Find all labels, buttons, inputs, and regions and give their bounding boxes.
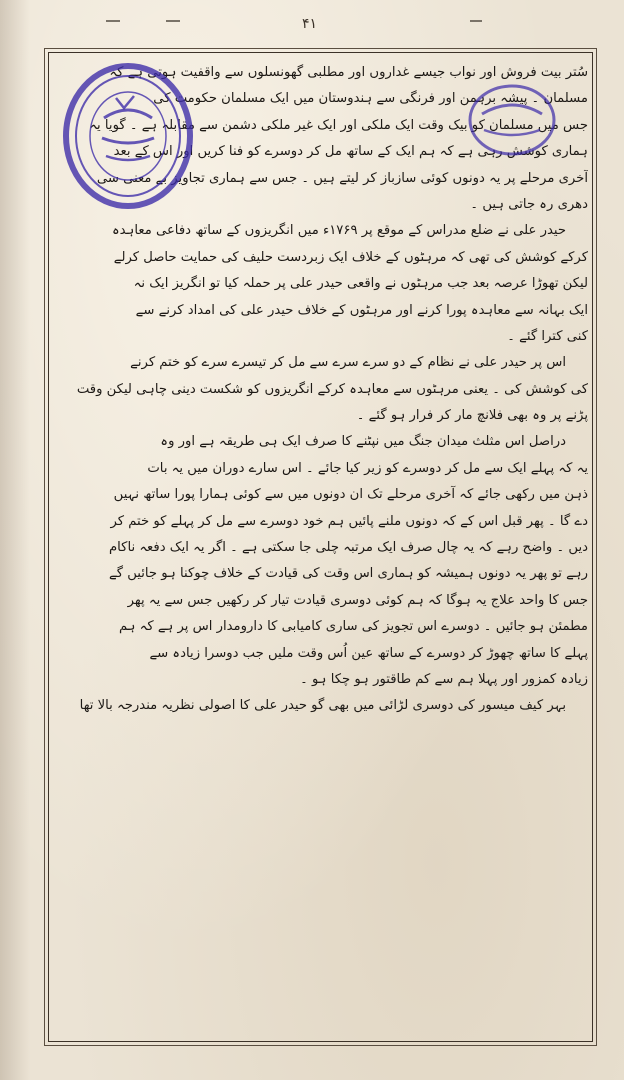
text-line: لیکن تھوڑا عرصہ بعد جب مرہٹوں نے واقعی حیدر علی پر حملہ کیا تو انگریز ایک نہ — [133, 276, 588, 292]
text-line: دراصل اس مثلث میدان جنگ میں نپٹنے کا صرف ایک ہی طریقہ ہے اور وہ — [160, 434, 566, 450]
library-seal-stamp-icon — [46, 38, 196, 218]
paragraph — [58, 350, 588, 429]
text-line: ایک بہانہ سے معاہدہ پورا کرنے اور مرہٹوں کے خلاف حیدر علی کی امداد کرنے سے — [135, 302, 588, 318]
paragraph — [58, 218, 588, 350]
text-line: کرکے کوشش کی تھی کہ مرہٹوں کے خلاف ایک زبردست حلیف کی حمایت حاصل کرلے — [113, 249, 588, 265]
text-line: پہلے کا ساتھ چھوڑ کر دوسرے کے ساتھ عین اُس وقت ملیں جب دوسرا زیادہ سے — [149, 645, 588, 661]
text-line: آخری مرحلے پر یہ دونوں کوئی سازباز کر لیتے ہیں ۔ جس سے ہماری تجاویز بے معنی سی — [96, 170, 588, 186]
text-line: دے گا ۔ پھر قبل اس کے کہ دونوں ملنے پائیں ہم خود دوسرے سے مل کر پہلے کو ختم کر — [110, 513, 588, 529]
paragraph — [58, 429, 588, 693]
text-line: ہماری کوشش رہی ہے کہ ہم ایک کے ساتھ مل کر دوسرے کو فنا کریں اور اس کے بعد — [113, 144, 588, 160]
text-line: حیدر علی نے ضلع مدراس کے موقع پر ۱۷۶۹ء میں انگریزوں کے ساتھ دفاعی معاہدہ — [111, 223, 566, 239]
page-header — [0, 14, 624, 34]
text-line: مسلمان ۔ پیشہ برہمن اور فرنگی سے ہندوستان میں ایک مسلمان حکومت کی — [153, 91, 588, 107]
text-line: جس میں مسلمان کو بیک وقت ایک ملکی اور ایک غیر ملکی دشمن سے مقابلہ ہے ۔ گویا یہ — [89, 117, 588, 133]
text-line: کی کوشش کی ۔ یعنی مرہٹوں سے معاہدہ کرکے انگریزوں کو شکست دینی چاہی لیکن وقت — [76, 381, 588, 397]
text-line: بہر کیف میسور کی دوسری لڑائی میں بھی گو حیدر علی کا اصولی نظریہ مندرجہ بالا تھا — [79, 698, 566, 714]
text-line: رہے تو پھر یہ دونوں ہمیشہ کو ہماری اس وقت کی قیادت کے خلاف چوکنا ہو جائیں گے — [109, 566, 588, 582]
text-line: پڑنے پر وہ بھی فلانچ مار کر فرار ہو گئے ۔ — [356, 408, 588, 424]
header-dash — [166, 20, 180, 22]
text-line: دھری رہ جاتی ہیں ۔ — [470, 196, 588, 212]
paragraph — [58, 693, 588, 719]
seal-overlay-stamp-icon — [462, 80, 562, 160]
text-line: جس کا واحد علاج یہ ہوگا کہ ہم کوئی دوسری قیادت تیار کر رکھیں جس سے یہ پھر — [127, 592, 588, 608]
text-line: اس پر حیدر علی نے نظام کے دو سرے سرے سے مل کر تیسرے سرے کو ختم کرنے — [130, 355, 566, 371]
page-number: ۴۱ — [302, 16, 318, 32]
text-line: یہ کہ پہلے ایک سے مل کر دوسرے کو زیر کیا جائے ۔ اس سارے دوران میں یہ بات — [147, 460, 588, 476]
text-line: ذہن میں رکھی جائے کہ آخری مرحلے تک ان دونوں میں سے کوئی ہمارا پورا ساتھ نہیں — [113, 487, 588, 503]
page-fold-shadow — [0, 0, 30, 1080]
text-line: سُتر بیت فروش اور نواب جیسے غداروں اور مطلبی گھونسلوں سے واقفیت ہوتی ہے کہ — [109, 65, 588, 80]
header-dash — [470, 20, 482, 22]
text-line: دیں ۔ واضح رہے کہ یہ چال صرف ایک مرتبہ چلی جا سکتی ہے ۔ اگر یہ ایک دفعہ ناکام — [108, 540, 588, 556]
text-line: کنی کترا گئے ۔ — [507, 328, 588, 344]
text-line: زیادہ کمزور اور پہلا ہم سے کم طاقتور ہو چکا ہو ۔ — [300, 671, 588, 687]
header-dash — [106, 20, 120, 22]
text-line: مطمئن ہو جائیں ۔ دوسرے اس تجویز کی ساری کامیابی کا دارومدار اس پر ہے کہ ہم — [118, 619, 588, 635]
